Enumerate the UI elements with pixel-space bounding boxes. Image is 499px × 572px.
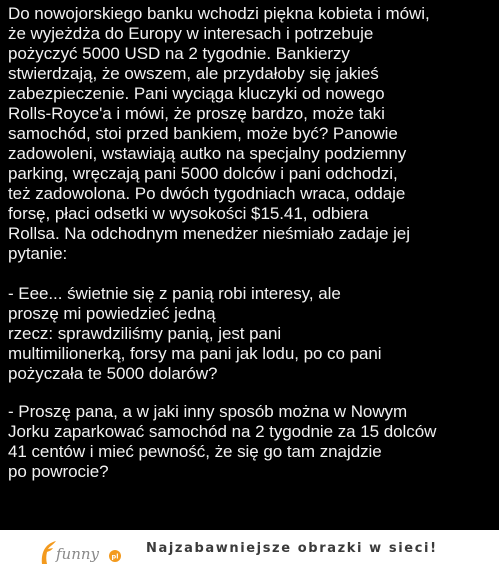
story-line: Do nowojorskiego banku wchodzi piękna kobieta i mówi, xyxy=(8,4,430,23)
story-line: zadowoleni, wstawiają autko na specjalny podziemny xyxy=(8,144,407,163)
story-line: pytanie: xyxy=(8,244,68,263)
footer-tagline: Najzabawniejsze obrazki w sieci! xyxy=(146,541,438,556)
story-line: Jorku zaparkować samochód na 2 tygodnie za 15 dolców xyxy=(8,422,437,441)
story-line: proszę mi powiedzieć jedną xyxy=(8,304,216,323)
story-line: forsę, płaci odsetki w wysokości $15.41, odbiera xyxy=(8,204,369,223)
story-line: 41 centów i mieć pewność, że się go tam znajdzie xyxy=(8,442,382,461)
story-line: - Proszę pana, a w jaki inny sposób można w Nowym xyxy=(8,402,408,421)
story-line: że wyjeżdża do Europy w interesach i potrzebuje xyxy=(8,24,374,43)
story-line: pożyczała te 5000 dolarów? xyxy=(8,364,218,383)
story-line: po powrocie? xyxy=(8,462,109,481)
logo-f-mark xyxy=(42,541,56,564)
story-line: - Eee... świetnie się z panią robi interesy, ale xyxy=(8,284,341,303)
logo-wordmark: funny xyxy=(56,545,100,563)
story-line: rzecz: sprawdziliśmy panią, jest pani xyxy=(8,324,282,343)
logo-badge-text: pl xyxy=(111,552,119,561)
story-line: stwierdzają, że owszem, ale przydałoby się jakieś xyxy=(8,64,379,83)
story-line: pożyczyć 5000 USD na 2 tygodnie. Bankierzy xyxy=(8,44,350,63)
story-line: multimilionerką, forsy ma pani jak lodu, po co pani xyxy=(8,344,382,363)
funny-logo[interactable] xyxy=(36,536,128,568)
story-line: Rolls-Royce'a i mówi, że proszę bardzo, może taki xyxy=(8,104,385,123)
story-line: Rollsa. Na odchodnym menedżer nieśmiało zadaje jej xyxy=(8,224,410,243)
story-line: samochód, stoi przed bankiem, może być? Panowie xyxy=(8,124,398,143)
story-line: parking, wręczają pani 5000 dolców i pani odchodzi, xyxy=(8,164,398,183)
story-line: też zadowolona. Po dwóch tygodniach wraca, oddaje xyxy=(8,184,406,203)
story-line: zabezpieczenie. Pani wyciąga kluczyki od nowego xyxy=(8,84,385,103)
footer-bar xyxy=(0,530,499,572)
